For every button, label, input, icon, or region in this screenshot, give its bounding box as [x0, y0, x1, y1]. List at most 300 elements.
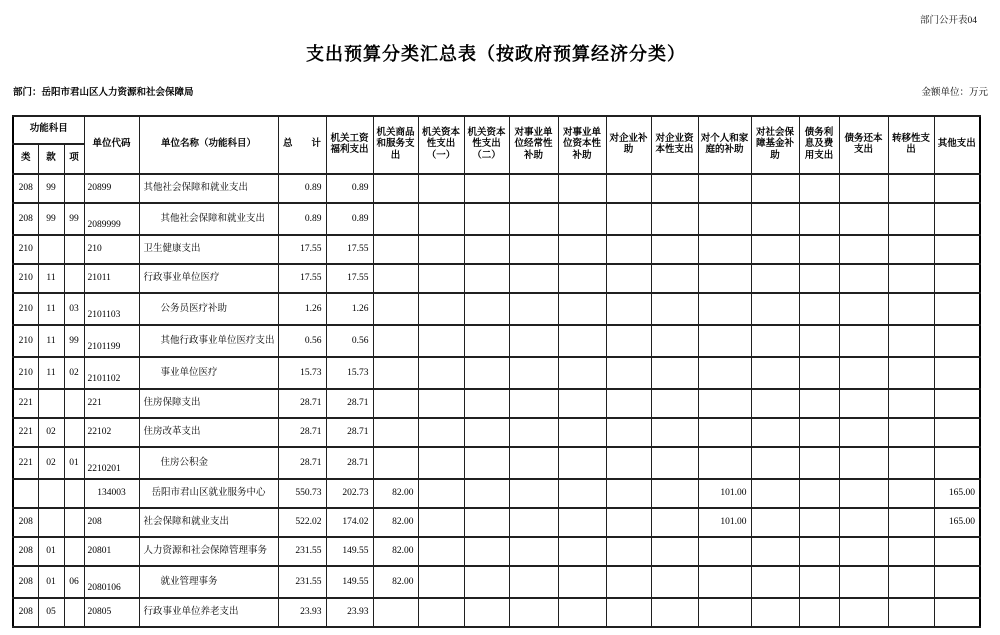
cell-value [888, 447, 934, 479]
col-header-func-group: 功能科目 [13, 116, 84, 144]
cell-value [606, 447, 651, 479]
cell-value [651, 598, 698, 627]
cell-value [418, 479, 464, 508]
cell-unit-code: 2101199 [84, 325, 139, 357]
col-header-econ-12: 转移性支出 [888, 116, 934, 174]
cell-value [418, 537, 464, 566]
cell-value [799, 537, 839, 566]
cell-xiang [64, 235, 84, 264]
cell-unit-name: 其他社会保障和就业支出 [139, 203, 278, 235]
cell-value [751, 418, 799, 447]
cell-value [418, 235, 464, 264]
cell-value [509, 174, 558, 203]
cell-value [799, 508, 839, 537]
cell-value [698, 357, 751, 389]
cell-value [751, 479, 799, 508]
cell-value [418, 293, 464, 325]
cell-lei: 208 [13, 508, 38, 537]
cell-value: 82.00 [373, 479, 418, 508]
cell-unit-name: 岳阳市君山区就业服务中心 [139, 479, 278, 508]
cell-value [698, 598, 751, 627]
cell-xiang [64, 389, 84, 418]
cell-value [799, 293, 839, 325]
cell-value: 28.71 [326, 447, 373, 479]
cell-value [799, 479, 839, 508]
cell-lei: 208 [13, 174, 38, 203]
cell-unit-name: 行政事业单位医疗 [139, 264, 278, 293]
cell-value [509, 357, 558, 389]
cell-value [509, 293, 558, 325]
cell-value [934, 325, 980, 357]
cell-unit-code: 22102 [84, 418, 139, 447]
table-row [13, 174, 980, 203]
cell-value [509, 566, 558, 598]
cell-value [934, 598, 980, 627]
cell-kuan: 99 [38, 174, 64, 203]
cell-value [373, 264, 418, 293]
cell-value: 165.00 [934, 479, 980, 508]
cell-unit-code: 2101102 [84, 357, 139, 389]
cell-value [698, 418, 751, 447]
cell-value [839, 598, 888, 627]
cell-value [464, 264, 509, 293]
cell-value [558, 174, 606, 203]
cell-value [651, 293, 698, 325]
table-row [13, 447, 980, 479]
table-row [13, 508, 980, 537]
cell-unit-code: 20801 [84, 537, 139, 566]
cell-value [418, 418, 464, 447]
cell-lei: 208 [13, 566, 38, 598]
table-row [13, 418, 980, 447]
cell-kuan: 11 [38, 264, 64, 293]
cell-value [934, 418, 980, 447]
cell-value: 0.89 [278, 203, 326, 235]
cell-value [651, 389, 698, 418]
cell-kuan [38, 508, 64, 537]
amount-unit-label: 金额单位：万元 [921, 88, 988, 98]
cell-value [651, 264, 698, 293]
cell-value: 17.55 [326, 235, 373, 264]
cell-value [839, 566, 888, 598]
table-row [13, 293, 980, 325]
cell-value [373, 389, 418, 418]
cell-value [651, 479, 698, 508]
cell-unit-name: 就业管理事务 [139, 566, 278, 598]
cell-value [373, 174, 418, 203]
cell-unit-name: 社会保障和就业支出 [139, 508, 278, 537]
col-header-econ-0: 机关工资福利支出 [326, 116, 373, 174]
cell-value [934, 389, 980, 418]
cell-unit-code: 2210201 [84, 447, 139, 479]
cell-value [888, 357, 934, 389]
cell-value [606, 325, 651, 357]
cell-value: 0.56 [326, 325, 373, 357]
cell-value [606, 508, 651, 537]
cell-value [651, 325, 698, 357]
cell-value [839, 235, 888, 264]
cell-kuan: 02 [38, 418, 64, 447]
cell-value [373, 293, 418, 325]
cell-value [751, 293, 799, 325]
cell-value [464, 598, 509, 627]
col-header-kuan: 款 [38, 144, 64, 174]
cell-value: 82.00 [373, 537, 418, 566]
cell-value [751, 389, 799, 418]
col-header-econ-3: 机关资本性支出（二） [464, 116, 509, 174]
cell-value: 28.71 [278, 418, 326, 447]
cell-value [934, 537, 980, 566]
cell-value: 550.73 [278, 479, 326, 508]
cell-value [888, 293, 934, 325]
cell-value: 231.55 [278, 537, 326, 566]
cell-lei: 210 [13, 264, 38, 293]
cell-value [799, 235, 839, 264]
cell-value [373, 357, 418, 389]
col-header-lei: 类 [13, 144, 38, 174]
cell-value [751, 174, 799, 203]
cell-value [751, 508, 799, 537]
col-header-econ-7: 对企业资本性支出 [651, 116, 698, 174]
cell-kuan: 11 [38, 357, 64, 389]
cell-value: 0.89 [326, 203, 373, 235]
cell-value: 23.93 [326, 598, 373, 627]
cell-value [606, 203, 651, 235]
cell-value [839, 389, 888, 418]
cell-lei: 208 [13, 537, 38, 566]
cell-xiang: 06 [64, 566, 84, 598]
cell-value [934, 566, 980, 598]
cell-kuan: 99 [38, 203, 64, 235]
cell-value [606, 566, 651, 598]
col-header-econ-6: 对企业补助 [606, 116, 651, 174]
cell-value [698, 566, 751, 598]
cell-value [934, 357, 980, 389]
cell-value [373, 203, 418, 235]
cell-value: 82.00 [373, 566, 418, 598]
cell-value [464, 566, 509, 598]
cell-value [509, 325, 558, 357]
cell-value [558, 479, 606, 508]
cell-value [888, 508, 934, 537]
cell-value [558, 508, 606, 537]
col-header-total: 总 计 [278, 116, 326, 174]
cell-value [418, 203, 464, 235]
col-header-econ-2: 机关资本性支出（一） [418, 116, 464, 174]
cell-value [651, 418, 698, 447]
table-row [13, 537, 980, 566]
cell-value [509, 203, 558, 235]
cell-value [698, 325, 751, 357]
cell-value: 15.73 [278, 357, 326, 389]
col-header-unit-name: 单位名称（功能科目） [139, 116, 278, 174]
cell-value [751, 264, 799, 293]
cell-lei: 208 [13, 203, 38, 235]
cell-value [698, 174, 751, 203]
cell-value [839, 174, 888, 203]
cell-xiang [64, 537, 84, 566]
header-row-1 [13, 116, 980, 144]
cell-lei: 221 [13, 418, 38, 447]
cell-lei: 221 [13, 389, 38, 418]
cell-unit-code: 21011 [84, 264, 139, 293]
cell-unit-name: 其他社会保障和就业支出 [139, 174, 278, 203]
cell-value [751, 235, 799, 264]
cell-value: 0.89 [326, 174, 373, 203]
cell-value [839, 418, 888, 447]
cell-value [373, 418, 418, 447]
cell-value [606, 537, 651, 566]
cell-value [558, 598, 606, 627]
cell-unit-name: 人力资源和社会保障管理事务 [139, 537, 278, 566]
cell-kuan: 11 [38, 293, 64, 325]
table-row [13, 598, 980, 627]
cell-value [606, 418, 651, 447]
cell-value [698, 389, 751, 418]
cell-value [651, 203, 698, 235]
cell-xiang: 02 [64, 357, 84, 389]
cell-value [464, 389, 509, 418]
cell-value [888, 203, 934, 235]
cell-xiang: 01 [64, 447, 84, 479]
cell-value [698, 537, 751, 566]
cell-value: 231.55 [278, 566, 326, 598]
cell-value [464, 174, 509, 203]
cell-value: 149.55 [326, 566, 373, 598]
col-header-unit-code: 单位代码 [84, 116, 139, 174]
cell-value [509, 537, 558, 566]
cell-lei: 210 [13, 235, 38, 264]
cell-kuan: 05 [38, 598, 64, 627]
cell-lei: 210 [13, 325, 38, 357]
cell-unit-code: 208 [84, 508, 139, 537]
cell-value [651, 235, 698, 264]
cell-value [839, 447, 888, 479]
cell-value [888, 479, 934, 508]
col-header-econ-11: 债务还本支出 [839, 116, 888, 174]
cell-value: 101.00 [698, 479, 751, 508]
cell-value [799, 174, 839, 203]
cell-value: 28.71 [278, 447, 326, 479]
cell-value [839, 203, 888, 235]
cell-value [509, 598, 558, 627]
cell-value: 174.02 [326, 508, 373, 537]
cell-unit-name: 行政事业单位养老支出 [139, 598, 278, 627]
cell-kuan: 02 [38, 447, 64, 479]
cell-value [888, 537, 934, 566]
cell-value [558, 203, 606, 235]
cell-value [839, 325, 888, 357]
table-header [13, 116, 980, 174]
cell-value [418, 357, 464, 389]
cell-value [464, 447, 509, 479]
cell-value: 165.00 [934, 508, 980, 537]
cell-value [751, 598, 799, 627]
cell-value [464, 479, 509, 508]
cell-value [888, 389, 934, 418]
col-header-econ-9: 对社会保障基金补助 [751, 116, 799, 174]
cell-value: 17.55 [278, 235, 326, 264]
cell-value [751, 325, 799, 357]
table-row [13, 203, 980, 235]
cell-value [509, 264, 558, 293]
department-label: 部门：岳阳市君山区人力资源和社会保障局 [13, 88, 194, 98]
cell-value: 28.71 [326, 389, 373, 418]
cell-value [934, 203, 980, 235]
cell-unit-code: 134003 [84, 479, 139, 508]
cell-value: 15.73 [326, 357, 373, 389]
cell-unit-code: 2080106 [84, 566, 139, 598]
cell-value [651, 174, 698, 203]
cell-value [888, 598, 934, 627]
cell-value [606, 357, 651, 389]
cell-unit-name: 卫生健康支出 [139, 235, 278, 264]
budget-table [12, 115, 981, 628]
col-header-xiang: 项 [64, 144, 84, 174]
cell-value [839, 479, 888, 508]
cell-kuan: 01 [38, 566, 64, 598]
cell-kuan [38, 479, 64, 508]
cell-value: 0.89 [278, 174, 326, 203]
cell-value: 1.26 [326, 293, 373, 325]
cell-value [418, 389, 464, 418]
cell-value [464, 293, 509, 325]
cell-value [418, 447, 464, 479]
cell-unit-name: 住房保障支出 [139, 389, 278, 418]
cell-xiang [64, 598, 84, 627]
cell-value [464, 418, 509, 447]
col-header-econ-13: 其他支出 [934, 116, 980, 174]
table-row [13, 235, 980, 264]
cell-value [888, 174, 934, 203]
cell-value [558, 235, 606, 264]
cell-value [651, 357, 698, 389]
cell-value [751, 357, 799, 389]
cell-value [651, 566, 698, 598]
cell-value [934, 293, 980, 325]
cell-value [888, 235, 934, 264]
cell-value [558, 389, 606, 418]
cell-value [934, 174, 980, 203]
cell-value [558, 325, 606, 357]
cell-unit-name: 事业单位医疗 [139, 357, 278, 389]
cell-value: 23.93 [278, 598, 326, 627]
cell-value [698, 203, 751, 235]
col-header-econ-4: 对事业单位经常性补助 [509, 116, 558, 174]
cell-value [606, 264, 651, 293]
cell-value [606, 174, 651, 203]
cell-value [606, 293, 651, 325]
cell-xiang: 99 [64, 325, 84, 357]
cell-value [418, 174, 464, 203]
cell-value [509, 447, 558, 479]
cell-value: 28.71 [326, 418, 373, 447]
cell-value [799, 357, 839, 389]
cell-value: 202.73 [326, 479, 373, 508]
table-row [13, 389, 980, 418]
page-title: 支出预算分类汇总表（按政府预算经济分类） [306, 44, 686, 64]
cell-kuan: 11 [38, 325, 64, 357]
cell-value [373, 598, 418, 627]
cell-value: 0.56 [278, 325, 326, 357]
cell-unit-code: 2089999 [84, 203, 139, 235]
cell-xiang [64, 418, 84, 447]
cell-unit-code: 2101103 [84, 293, 139, 325]
col-header-econ-1: 机关商品和服务支出 [373, 116, 418, 174]
cell-lei: 210 [13, 293, 38, 325]
cell-value [418, 508, 464, 537]
cell-kuan [38, 235, 64, 264]
cell-value [799, 264, 839, 293]
cell-value [751, 537, 799, 566]
cell-lei: 210 [13, 357, 38, 389]
cell-unit-code: 20805 [84, 598, 139, 627]
cell-value [509, 389, 558, 418]
cell-value [799, 447, 839, 479]
cell-lei [13, 479, 38, 508]
cell-value: 1.26 [278, 293, 326, 325]
table-row [13, 264, 980, 293]
col-header-econ-8: 对个人和家庭的补助 [698, 116, 751, 174]
cell-value [418, 566, 464, 598]
cell-unit-code: 221 [84, 389, 139, 418]
cell-value [799, 203, 839, 235]
cell-value [888, 418, 934, 447]
cell-lei: 208 [13, 598, 38, 627]
cell-value [464, 325, 509, 357]
cell-value: 82.00 [373, 508, 418, 537]
cell-unit-name: 住房公积金 [139, 447, 278, 479]
col-header-econ-5: 对事业单位资本性补助 [558, 116, 606, 174]
cell-value [698, 293, 751, 325]
cell-value [373, 235, 418, 264]
cell-value [464, 508, 509, 537]
cell-value [558, 357, 606, 389]
cell-unit-code: 210 [84, 235, 139, 264]
cell-value [698, 264, 751, 293]
cell-value [509, 235, 558, 264]
cell-value: 149.55 [326, 537, 373, 566]
cell-value [839, 508, 888, 537]
cell-value [751, 203, 799, 235]
cell-value [839, 537, 888, 566]
cell-value [418, 598, 464, 627]
cell-value [934, 447, 980, 479]
cell-value [558, 293, 606, 325]
cell-value [934, 235, 980, 264]
table-row [13, 325, 980, 357]
cell-value [888, 264, 934, 293]
cell-value [651, 508, 698, 537]
cell-value: 17.55 [326, 264, 373, 293]
cell-value [888, 325, 934, 357]
cell-value [464, 357, 509, 389]
cell-value [558, 447, 606, 479]
cell-xiang [64, 264, 84, 293]
cell-lei: 221 [13, 447, 38, 479]
cell-unit-name: 住房改革支出 [139, 418, 278, 447]
cell-value [373, 447, 418, 479]
cell-value [799, 325, 839, 357]
cell-value [373, 325, 418, 357]
cell-value [558, 264, 606, 293]
cell-value [509, 418, 558, 447]
cell-value: 28.71 [278, 389, 326, 418]
cell-unit-name: 其他行政事业单位医疗支出 [139, 325, 278, 357]
cell-value [418, 325, 464, 357]
table-row [13, 357, 980, 389]
table-row [13, 479, 980, 508]
